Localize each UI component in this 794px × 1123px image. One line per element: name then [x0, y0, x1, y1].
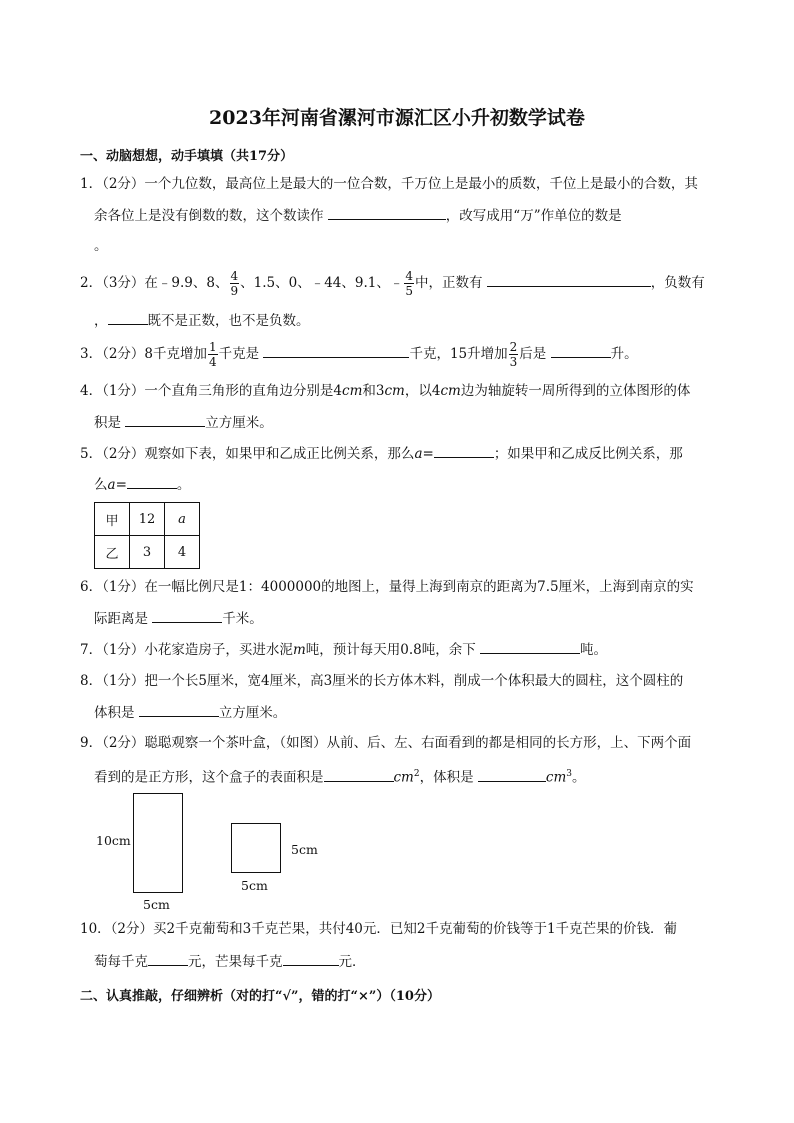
q10-mango-blank[interactable] — [283, 951, 339, 966]
table-cell: 3 — [130, 536, 165, 569]
q6-line-1: 6．（1分）在一幅比例尺是1：4000000的地图上，量得上海到南京的距离为7.5厘米，上海到南京的实 — [80, 579, 694, 595]
q5-ratio-table — [94, 502, 200, 569]
table-row — [95, 536, 200, 569]
q2-fraction-2: $\frac{4}{5}$ — [405, 269, 413, 298]
rect-width-label: 5cm — [143, 897, 170, 912]
exam-title: 2023年河南省漯河市源汇区小升初数学试卷 — [209, 107, 585, 129]
q3-fraction-2: $\frac{2}{3}$ — [509, 340, 518, 369]
q4-answer-blank[interactable] — [125, 412, 205, 427]
square-width-label: 5cm — [241, 878, 268, 893]
tea-box-top-square — [231, 823, 281, 873]
q6-line-2: 际距离是 千米。 — [94, 608, 263, 629]
tea-box-front-rectangle — [133, 793, 183, 893]
q3-fraction-1: $\frac{1}{4}$ — [209, 340, 217, 369]
q7-line-1: 7．（1分）小花家造房子，买进水泥m吨，预计每天用0.8吨，余下 吨。 — [80, 639, 607, 660]
q2-line-1: 2．（3分）在﹣9.9、8、 $\frac{4}{9}$ 、1.5、0、﹣44、9.1、﹣ $\frac{4}{5}$ 中，正数有 ，负数有 — [80, 269, 705, 298]
q1-line-2: 余各位上是没有倒数的数，这个数读作 ，改写成用“万”作单位的数是 — [94, 205, 622, 226]
q3-answer-blank-1[interactable] — [263, 343, 409, 358]
q1-answer-blank-1[interactable] — [328, 205, 446, 220]
q4-line-2: 积是 立方厘米。 — [94, 412, 273, 433]
q5-answer-blank-1[interactable] — [434, 443, 494, 458]
q9-line-2: 看到的是正方形，这个盒子的表面积是 $cm^2$，体积是 $cm^3$。 — [94, 764, 586, 788]
q10-line-1: 10．（2分）买2千克葡萄和3千克芒果，共付40元．已知2千克葡萄的价钱等于1千克芒果的价钱．葡 — [80, 921, 678, 937]
table-cell: 4 — [165, 536, 200, 569]
q5-answer-blank-2[interactable] — [127, 474, 177, 489]
q1-line-3: 。 — [94, 238, 108, 254]
q8-answer-blank[interactable] — [139, 702, 219, 717]
section-1-heading: 一、动脑想想，动手填填（共17分） — [80, 149, 294, 164]
q4-line-1: 4．（1分）一个直角三角形的直角边分别是4cm和3cm，以4cm边为轴旋转一周所得到的立体图形的体 — [80, 383, 691, 399]
q3-answer-blank-2[interactable] — [551, 343, 611, 358]
q2-positive-blank[interactable] — [487, 272, 651, 287]
q2-zero-blank[interactable] — [108, 310, 148, 325]
q7-answer-blank[interactable] — [480, 639, 580, 654]
section-2-heading: 二、认真推敲，仔细辨析（对的打“√”，错的打“×”）（10分） — [80, 989, 440, 1004]
q1-line-1: 1．（2分）一个九位数，最高位上是最大的一位合数，千万位上是最小的质数，千位上是最小的合数，其 — [80, 176, 698, 192]
q10-line-2: 萄每千克 元，芒果每千克 元． — [94, 951, 366, 972]
q2-fraction-1: $\frac{4}{9}$ — [230, 269, 239, 298]
q9-volume-blank[interactable] — [478, 767, 546, 782]
table-cell: a — [165, 503, 200, 536]
table-cell: 乙 — [95, 536, 130, 569]
table-cell: 甲 — [95, 503, 130, 536]
q9-line-1: 9．（2分）聪聪观察一个茶叶盒，（如图）从前、后、左、右面看到的都是相同的长方形，上、下两个面 — [80, 735, 692, 751]
table-row — [95, 503, 200, 536]
q8-line-2: 体积是 立方厘米。 — [94, 702, 286, 723]
q6-answer-blank[interactable] — [152, 608, 222, 623]
q9-area-blank[interactable] — [324, 767, 394, 782]
rect-height-label: 10cm — [96, 833, 131, 848]
square-height-label: 5cm — [291, 842, 318, 857]
q5-line-2: 么a= 。 — [94, 474, 190, 495]
q2-line-2: ， 既不是正数，也不是负数。 — [94, 310, 310, 331]
q5-line-1: 5．（2分）观察如下表，如果甲和乙成正比例关系，那么a= ；如果甲和乙成反比例关系，那 — [80, 443, 683, 464]
q8-line-1: 8．（1分）把一个长5厘米，宽4厘米，高3厘米的长方体木料，削成一个体积最大的圆柱，这个圆柱的 — [80, 673, 684, 689]
q3-line-1: 3．（2分）8千克增加 $\frac{1}{4}$ 千克是 千克，15升增加 $\frac{2}{3}$ 后是 升。 — [80, 340, 638, 369]
table-cell: 12 — [130, 503, 165, 536]
q10-grape-blank[interactable] — [148, 951, 188, 966]
